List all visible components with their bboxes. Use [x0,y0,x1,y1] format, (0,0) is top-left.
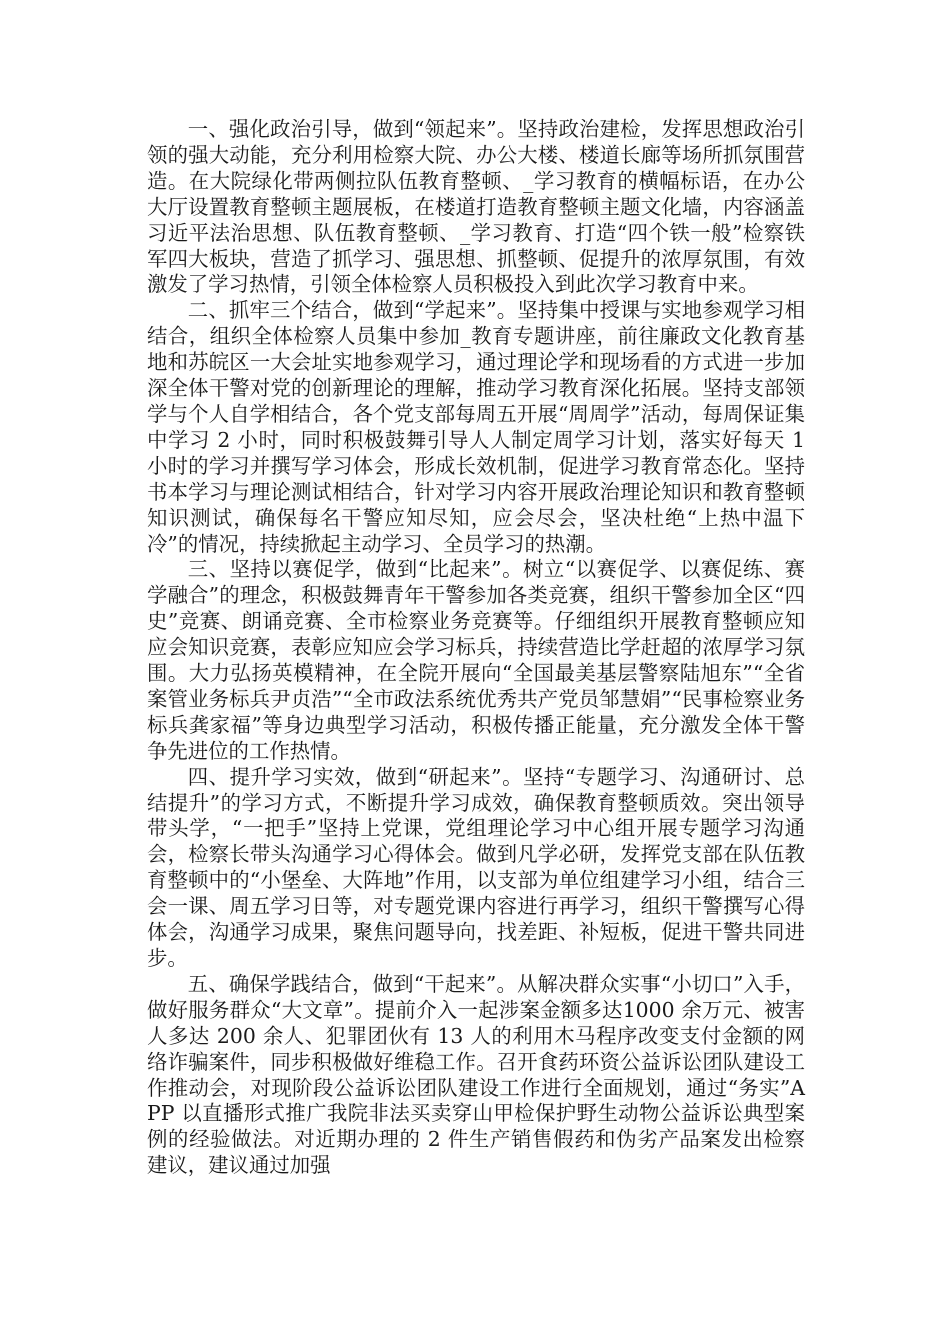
paragraph-4: 四、提升学习实效，做到“研起来”。坚持“专题学习、沟通研讨、总结提升”的学习方式，不断提升学习成效，确保教育整顿质效。突出领导带头学，“一把手”坚持上党课，党组理论学习中心组开展专题学习沟通会，检察长带头沟通学习心得体会。做到凡学必研，发挥党支部在队伍教育整顿中的“小堡垒、大阵地”作用，以支部为单位组建学习小组，结合三会一课、周五学习日等，对专题党课内容进行再学习，组织干警撰写心得体会，沟通学习成果，聚焦问题导向，找差距、补短板，促进干警共同进步。 [147,764,805,970]
document-body [147,117,805,1179]
paragraph-5: 五、确保学践结合，做到“干起来”。从解决群众实事“小切口”入手，做好服务群众“大文章”。提前介入一起涉案金额多达1000 余万元、被害人多达 200 余人、犯罪团伙有 13 人的利用木马程序改变支付金额的网络诈骗案件，同步积极做好维稳工作。召开食药环资公益诉讼团队建设工作推动会，对现阶段公益诉讼团队建设工作进行全面规划，通过“务实”APP 以直播形式推广我院非法买卖穿山甲检保护野生动物公益诉讼典型案例的经验做法。对近期办理的 2 件生产销售假药和伪劣产品案发出检察建议，建议通过加强 [147,971,805,1178]
paragraph-2: 二、抓牢三个结合，做到“学起来”。坚持集中授课与实地参观学习相结合，组织全体检察人员集中参加_教育专题讲座，前往廉政文化教育基地和苏皖区一大会址实地参观学习，通过理论学和现场看的方式进一步加深全体干警对党的创新理论的理解，推动学习教育深化拓展。坚持支部领学与个人自学相结合，各个党支部每周五开展“周周学”活动，每周保证集中学习 2 小时，同时积极鼓舞引导人人制定周学习计划，落实好每天 1 小时的学习并撰写学习体会，形成长效机制，促进学习教育常态化。坚持书本学习与理论测试相结合，针对学习内容开展政治理论知识和教育整顿知识测试，确保每名干警应知尽知，应会尽会，坚决杜绝“上热中温下冷”的情况，持续掀起主动学习、全员学习的热潮。 [147,298,805,556]
paragraph-3: 三、坚持以赛促学，做到“比起来”。树立“以赛促学、以赛促练、赛学融合”的理念，积极鼓舞青年干警参加各类竞赛，组织干警参加全区“四史”竞赛、朗诵竞赛、全市检察业务竞赛等。仔细组织开展教育整顿应知应会知识竞赛，表彰应知应会学习标兵，持续营造比学赶超的浓厚学习氛围。大力弘扬英模精神，在全院开展向“全国最美基层警察陆旭东”“全省案管业务标兵尹贞浩”“全市政法系统优秀共产党员邹慧娟”“民事检察业务标兵龚家福”等身边典型学习活动，积极传播正能量，充分激发全体干警争先进位的工作热情。 [147,557,805,763]
paragraph-1: 一、强化政治引导，做到“领起来”。坚持政治建检，发挥思想政治引领的强大动能，充分利用检察大院、办公大楼、楼道长廊等场所抓氛围营造。在大院绿化带两侧拉队伍教育整顿、_学习教育的横幅标语，在办公大厅设置教育整顿主题展板，在楼道打造教育整顿主题文化墙，内容涵盖习近平法治思想、队伍教育整顿、_学习教育、打造“四个铁一般”检察铁军四大板块，营造了抓学习、强思想、抓整顿、促提升的浓厚氛围，有效激发了学习热情，引领全体检察人员积极投入到此次学习教育中来。 [147,117,805,297]
